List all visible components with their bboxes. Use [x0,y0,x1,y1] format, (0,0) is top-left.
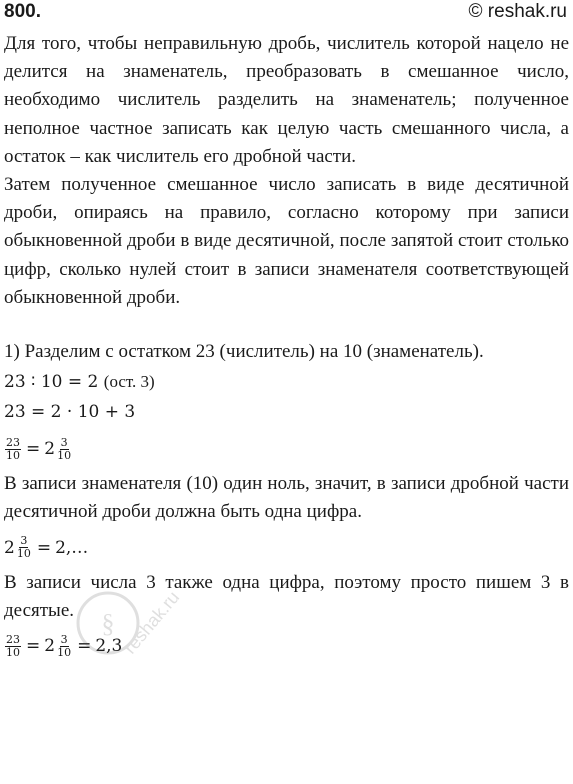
solution-content [4,30,569,667]
mixed-whole-part: 2 [44,439,56,460]
fraction-denominator: 10 [6,645,20,659]
fraction-numerator: 23 [6,435,20,449]
formula-division-remainder: (ост. 3) [103,372,155,392]
fraction-denominator: 10 [16,547,31,561]
fraction-3-10 [56,437,72,462]
fraction-denominator: 10 [6,448,20,462]
intro-paragraph-1: Для того, чтобы неправильную дробь, числитель которой нацело не делится на знаменатель, преобразовать в смешанное число, необходимо числитель разделить на знаменатель; полученное неполное частное записать как целую часть смешанного числа, а остаток – как числитель его дробной части. [4,33,569,167]
fraction-numerator: 23 [6,632,20,646]
paragraph-write-tenths: В записи числа 3 также одна цифра, поэтому просто пишем 3 в десятые. [4,571,569,621]
fraction-3-10 [56,634,72,659]
watermark-text: reshak.ru [119,587,184,658]
fraction-3-10 [16,535,32,560]
fraction-numerator: 3 [60,632,68,646]
step-1-text: 1) Разделим с остатком 23 (числитель) на 10 (знаменатель). [4,341,484,363]
final-decimal-result: 2,3 [95,635,123,656]
formula-decomposition: 23 = 2 · 10 + 3 [4,402,136,423]
fraction-denominator: 10 [57,448,72,462]
equals-sign: = [26,439,41,460]
fraction-23-10 [5,437,21,462]
task-number: 800. [4,1,41,22]
formula-final-answer [4,625,569,667]
fraction-numerator: 3 [20,534,28,548]
fraction-numerator: 3 [60,435,68,449]
header [0,0,573,30]
intro-paragraph-2: Затем полученное смешанное число записать в виде десятичной дроби, опираясь на правило, согласно которому при записи обыкновенной дроби в виде десятичной, после запятой стоит столько цифр, сколько нулей стоит в записи знаменателя соответствующей обыкновенной дроби. [4,174,569,308]
formula-division-expr: 23 ∶ 10 = 2 [4,372,99,393]
paragraph-denominator-zeros: В записи знаменателя (10) один ноль, значит, в записи дробной части десятичной дроби должна быть одна цифра. [4,473,569,523]
formula-mixed-to-decimal-partial [4,527,569,569]
decimal-partial-result: 2,… [55,537,89,558]
site-credit[interactable]: © reshak.ru [468,1,567,22]
mixed-whole-part: 2 [4,537,15,558]
formula-division [4,366,569,397]
svg-text:§: § [101,609,115,638]
spacer [4,312,569,338]
fraction-denominator: 10 [57,645,72,659]
mixed-whole-part: 2 [44,635,56,656]
equals-sign: = [26,635,41,656]
fraction-23-10 [5,634,21,659]
equals-sign: = [36,537,52,558]
equals-sign: = [77,635,92,656]
formula-mixed-number [4,428,569,470]
